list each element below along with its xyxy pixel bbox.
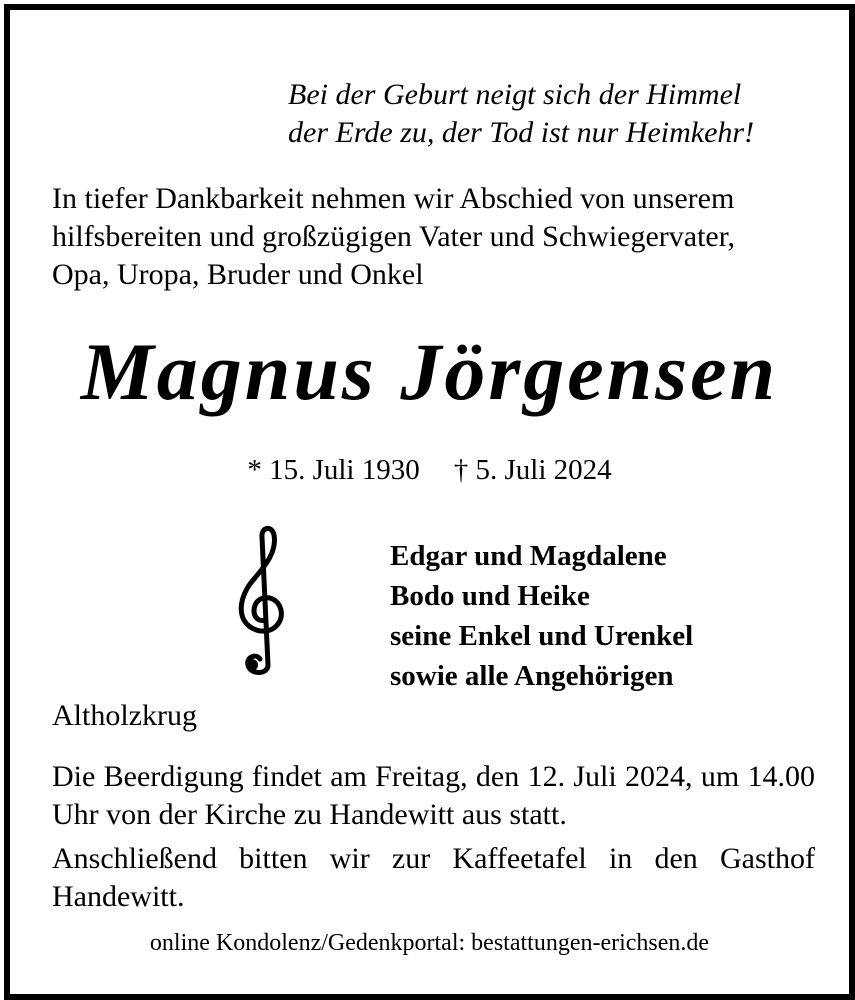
birth-date: * 15. Juli 1930 [247,454,420,486]
place-name: Altholzkrug [52,699,197,732]
intro-line: In tiefer Dankbarkeit nehmen wir Abschied von unserem [52,182,735,215]
funeral-info [52,758,815,916]
motto [280,76,818,152]
intro-line: hilfsbereiten und großzügigen Vater und Schwiegervater, [52,220,736,253]
family-member: Edgar und Magdalene [390,540,667,572]
motto-line: der Erde zu, der Tod ist nur Heimkehr! [288,116,755,149]
funeral-paragraph: Anschließend bitten wir zur Kaffeetafel in den Gasthof Handewitt. [52,842,815,913]
family-member: sowie alle Angehörigen [390,660,674,692]
deceased-name: Magnus Jörgensen [80,326,779,417]
family-list [390,536,830,696]
treble-clef-icon [228,525,298,675]
intro-line: Opa, Uropa, Bruder und Onkel [52,258,424,291]
life-dates [10,450,849,490]
condolence-portal-link[interactable]: online Kondolenz/Gedenkportal: bestattungen-erichsen.de [149,930,710,956]
intro-text [52,180,822,294]
motto-line: Bei der Geburt neigt sich der Himmel [288,78,742,111]
funeral-paragraph: Die Beerdigung findet am Freitag, den 12. Juli 2024, um 14.00 Uhr von der Kirche zu Handewitt aus statt. [52,760,815,831]
family-member: Bodo und Heike [390,580,590,612]
family-member: seine Enkel und Urenkel [390,620,694,652]
death-date: † 5. Juli 2024 [453,454,612,486]
obituary-frame [4,4,855,1000]
